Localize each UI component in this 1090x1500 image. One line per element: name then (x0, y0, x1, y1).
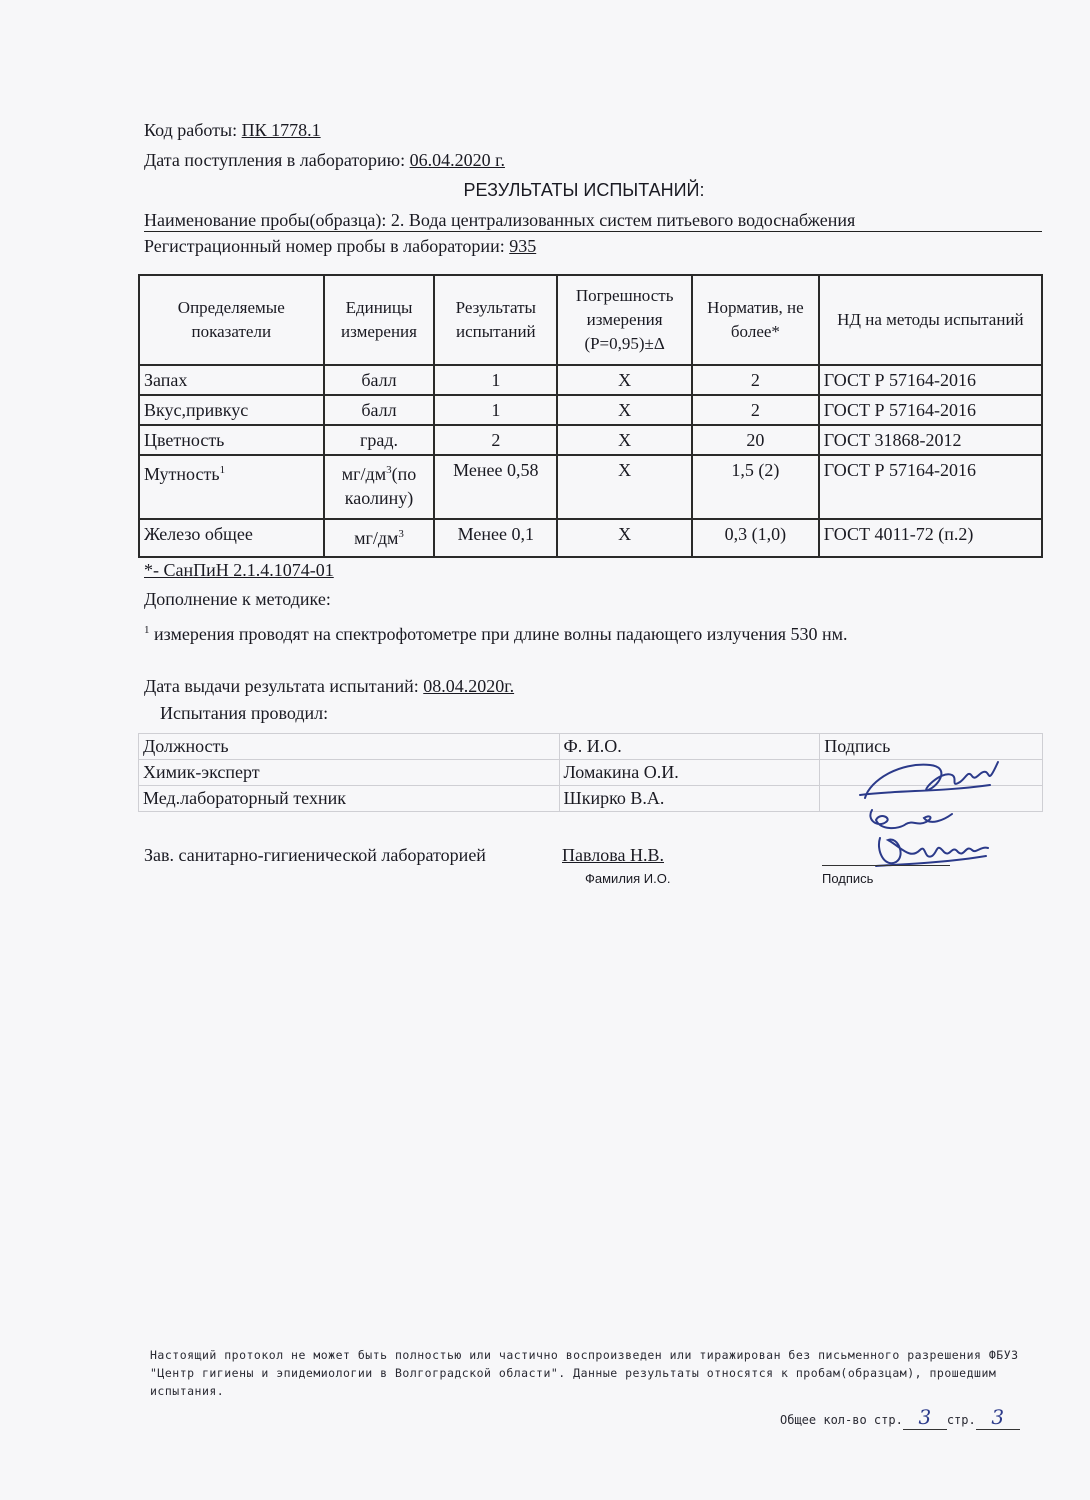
issue-date-line (144, 676, 514, 697)
staff-position: Мед.лабораторный техник (139, 786, 560, 812)
cell-result: 1 (434, 365, 557, 395)
cell-error: X (557, 455, 692, 519)
footer-disclaimer: Настоящий протокол не может быть полностью или частично воспроизведен или тиражирован без письменного разрешения ФБУЗ "Центр гигиены и эпидемиологии в Волгоградской области". Данные результаты относятся к пробам(образцам), прошедшим испытания. (150, 1348, 1019, 1398)
cell-method: ГОСТ Р 57164-2016 (819, 455, 1042, 519)
table-row (139, 455, 1042, 519)
cell-norm: 2 (692, 365, 819, 395)
table-row (139, 365, 1042, 395)
cell-result: Менее 0,1 (434, 519, 557, 557)
cell-method: ГОСТ Р 57164-2016 (819, 365, 1042, 395)
cell-norm: 1,5 (2) (692, 455, 819, 519)
staff-header-signature: Подпись (820, 734, 1043, 760)
signature-shkirko (870, 810, 952, 828)
cell-norm: 0,3 (1,0) (692, 519, 819, 557)
cell-unit: балл (324, 365, 435, 395)
cell-indicator (139, 455, 324, 519)
receipt-date-value: 06.04.2020 г. (409, 150, 505, 170)
signature-underline (822, 865, 950, 866)
cell-unit (324, 455, 435, 519)
sample-name-line (144, 210, 1042, 232)
col-header-norm: Норматив, не более* (692, 275, 819, 365)
staff-position: Химик-эксперт (139, 760, 560, 786)
cell-result: Менее 0,58 (434, 455, 557, 519)
signature-pavlova (879, 838, 988, 863)
cell-error: X (557, 365, 692, 395)
staff-name: Ломакина О.И. (559, 760, 820, 786)
sample-name-value: 2. Вода централизованных систем питьевого водоснабжения (390, 210, 856, 230)
cell-result: 1 (434, 395, 557, 425)
table-row (139, 425, 1042, 455)
unit-text: мг/дм (341, 464, 387, 484)
handwritten-signatures-image (840, 740, 1020, 890)
cell-norm: 2 (692, 395, 819, 425)
unit-suffix: (по каолину) (344, 464, 417, 508)
staff-header-name: Ф. И.О. (559, 734, 820, 760)
receipt-date-label: Дата поступления в лабораторию: (144, 150, 406, 170)
col-header-error: Погрешность измерения (P=0,95)±Δ (557, 275, 692, 365)
staff-header-position: Должность (139, 734, 560, 760)
cell-error: X (557, 519, 692, 557)
cell-unit (324, 519, 435, 557)
reg-number-value: 935 (509, 236, 537, 256)
page-count (780, 1405, 1020, 1430)
cell-indicator: Железо общее (139, 519, 324, 557)
cell-indicator: Вкус,привкус (139, 395, 324, 425)
head-of-lab-title: Зав. санитарно-гигиенической лабораторией (144, 845, 486, 865)
method-addendum-label: Дополнение к методике: (144, 589, 331, 609)
reg-number-line (144, 236, 536, 257)
cell-method: ГОСТ 4011-72 (п.2) (819, 519, 1042, 557)
table-row (139, 519, 1042, 557)
sample-name-label: Наименование пробы(образца): (144, 210, 387, 230)
page-label: стр. (946, 1413, 976, 1427)
page-value: 3 (976, 1405, 1020, 1430)
total-pages-label: Общее кол-во стр. (780, 1413, 903, 1427)
footnote (144, 624, 848, 645)
footnote-marker: 1 (144, 624, 150, 636)
cell-norm: 20 (692, 425, 819, 455)
footnote-ref: 1 (219, 464, 226, 476)
cell-method: ГОСТ 31868-2012 (819, 425, 1042, 455)
cell-unit: град. (324, 425, 435, 455)
cell-indicator: Цветность (139, 425, 324, 455)
job-code-value: ПК 1778.1 (241, 120, 321, 140)
sanpin-note: *- СанПиН 2.1.4.1074-01 (144, 560, 334, 580)
total-pages-value: 3 (903, 1405, 947, 1430)
cell-result: 2 (434, 425, 557, 455)
cell-error: X (557, 395, 692, 425)
reg-number-label: Регистрационный номер пробы в лаборатории: (144, 236, 505, 256)
signature-caption: Подпись (822, 871, 874, 886)
head-of-lab-name: Павлова Н.В. (562, 845, 664, 865)
unit-text: мг/дм (354, 528, 399, 548)
cell-error: X (557, 425, 692, 455)
unit-exponent: 3 (386, 464, 392, 476)
unit-exponent: 3 (398, 528, 404, 540)
table-row (139, 395, 1042, 425)
name-caption: Фамилия И.О. (585, 871, 671, 886)
issue-date-value: 08.04.2020г. (423, 676, 515, 696)
staff-name: Шкирко В.А. (559, 786, 820, 812)
col-header-indicator: Определяемые показатели (139, 275, 324, 365)
issue-date-label: Дата выдачи результата испытаний: (144, 676, 419, 696)
col-header-result: Результаты испытаний (434, 275, 557, 365)
cell-indicator: Запах (139, 365, 324, 395)
col-header-method: НД на методы испытаний (819, 275, 1042, 365)
job-code-line (144, 120, 321, 141)
results-header-row (139, 275, 1042, 365)
footnote-text: измерения проводят на спектрофотометре при длине волны падающего излучения 530 нм. (154, 624, 848, 644)
cell-method: ГОСТ Р 57164-2016 (819, 395, 1042, 425)
job-code-label: Код работы: (144, 120, 238, 140)
indicator-text: Мутность (144, 464, 220, 484)
results-table (138, 274, 1043, 558)
receipt-date-line (144, 150, 505, 171)
col-header-unit: Единицы измерения (324, 275, 435, 365)
document-title: РЕЗУЛЬТАТЫ ИСПЫТАНИЙ: (463, 180, 705, 200)
cell-unit: балл (324, 395, 435, 425)
performed-by-label: Испытания проводил: (160, 703, 329, 723)
